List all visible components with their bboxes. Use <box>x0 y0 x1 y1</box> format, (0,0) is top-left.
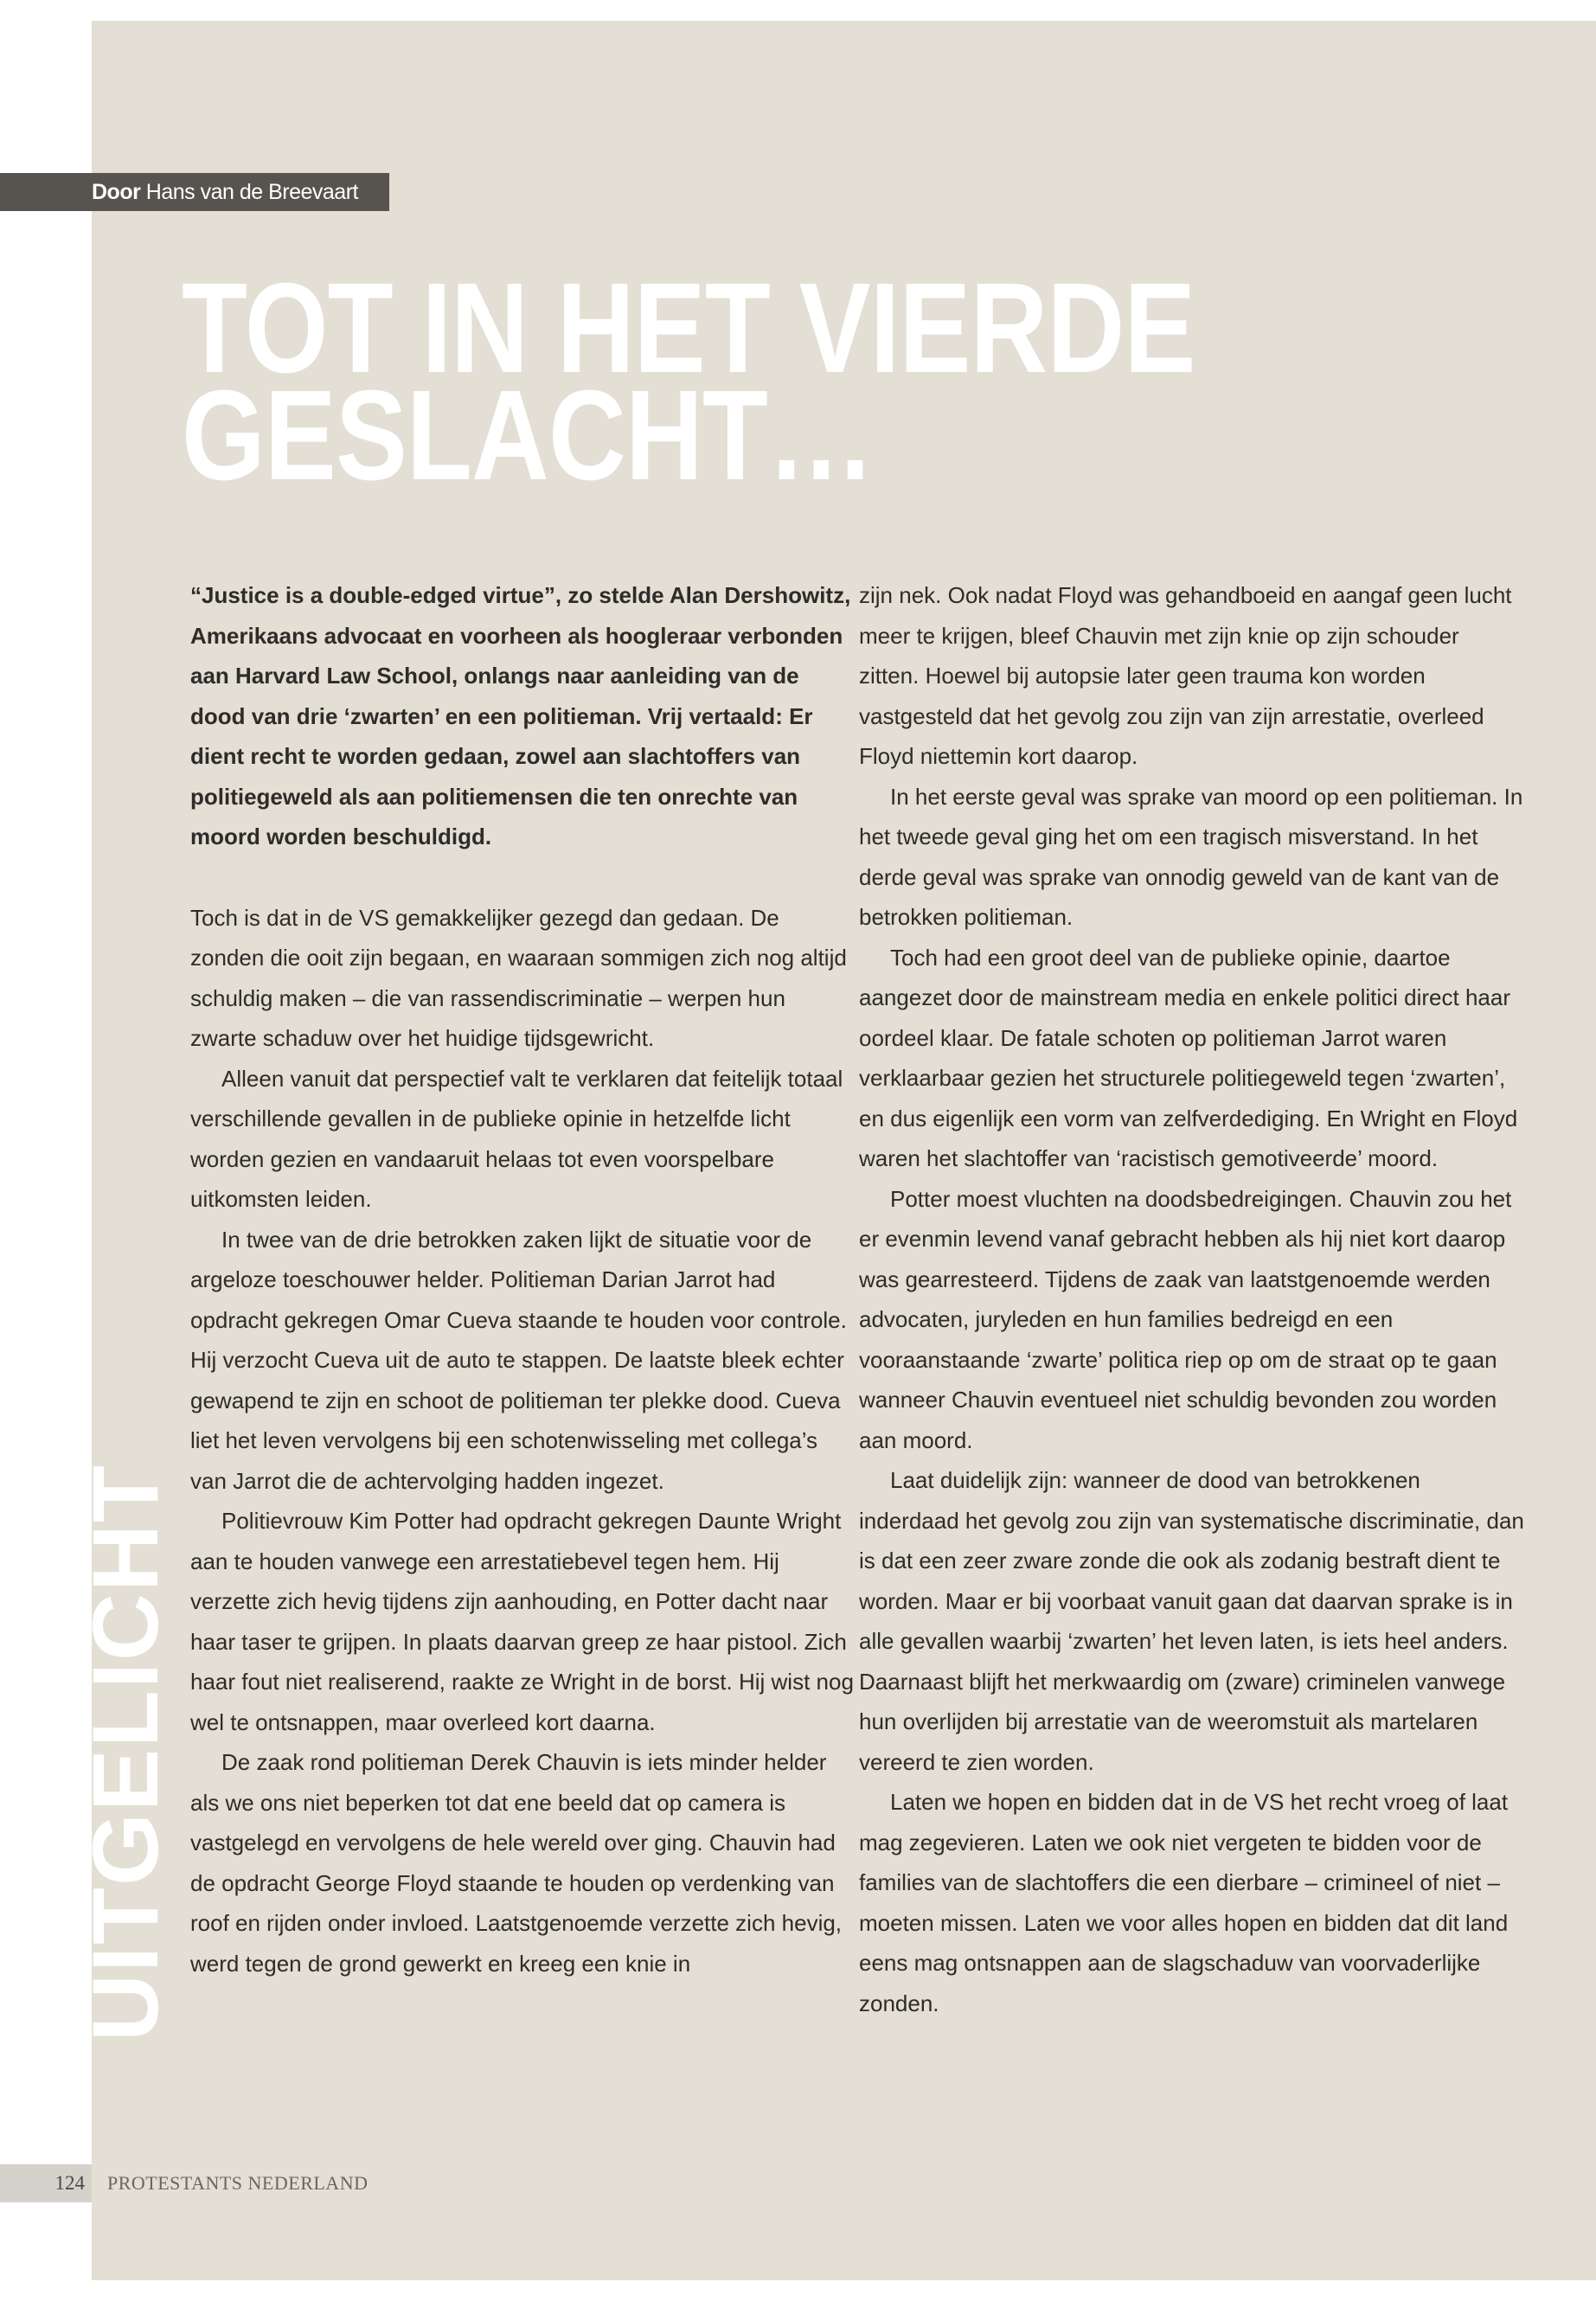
article-intro: “Justice is a double-edged virtue”, zo stelde Alan Dershowitz, Amerikaans advocaat en voorheen als hoogleraar verbonden aan Harvard Law School, onlangs naar aanleiding van de dood van drie ‘zwarten’ en een politieman. Vrij vertaald: Er dient recht te worden gedaan, zowel aan slachtoffers van politiegeweld als aan politiemensen die ten onrechte van moord worden beschuldigd. <box>190 582 851 849</box>
section-label: UITGELICHT <box>73 1464 177 2041</box>
byline-lead: Door <box>92 180 141 204</box>
article-paragraph: Alleen vanuit dat perspectief valt te verklaren dat feitelijk totaal verschillende gevallen in de publieke opinie in hetzelfde licht worden gezien en vandaaruit helaas tot even voorspelbare uitkomsten leiden. <box>190 1065 843 1212</box>
article-title <box>182 257 1199 507</box>
article-paragraph: Laat duidelijk zijn: wanneer de dood van betrokkenen inderdaad het gevolg zou zijn van systematische discriminatie, dan is dat een zeer zware zonde die ook als zodanig bestraft dient te worden. Maar er bij voorbaat vanuit gaan dat daarvan sprake is in alle gevallen waarbij ‘zwarten’ het leven laten, is iets heel anders. Daarnaast blijft het merkwaardig om (zware) criminelen vanwege hun overlijden bij arrestatie van de weeromstuit als martelaren vereerd te zien worden. <box>859 1467 1524 1775</box>
article-paragraph-continued: zijn nek. Ook nadat Floyd was gehandboeid en aangaf geen lucht meer te krijgen, bleef Chauvin met zijn knie op zijn schouder zitten. Hoewel bij autopsie later geen trauma kon worden vastgesteld dat het gevolg zou zijn van zijn arrestatie, overleed Floyd niettemin kort daarop. <box>859 582 1512 769</box>
article-paragraph: In het eerste geval was sprake van moord op een politieman. In het tweede geval ging het om een tragisch misverstand. In het derde geval was sprake van onnodig geweld van de kant van de betrokken politieman. <box>859 783 1523 930</box>
article-paragraph: Laten we hopen en bidden dat in de VS het recht vroeg of laat mag zegevieren. Laten we ook niet vergeten te bidden voor de families van de slachtoffers die een dierbare – crimineel of niet – moeten missen. Laten we voor alles hopen en bidden dat dit land eens mag ontsnappen aan de slagschaduw van voorvaderlijke zonden. <box>859 1789 1509 2016</box>
byline-author: Hans van de Breevaart <box>145 180 358 204</box>
article-title-line-1: TOT IN HET VIERDE <box>182 257 1195 400</box>
byline <box>0 173 389 211</box>
article-paragraph: Toch is dat in de VS gemakkelijker gezegd dan gedaan. De zonden die ooit zijn begaan, en waaraan sommigen zich nog altijd schuldig maken – die van rassendiscriminatie – werpen hun zwarte schaduw over het huidige tijdsgewricht. <box>190 904 847 1051</box>
article-title-line-2: GESLACHT… <box>182 364 875 507</box>
article-paragraph: In twee van de drie betrokken zaken lijkt de situatie voor de argeloze toeschouwer helder. Politieman Darian Jarrot had opdracht gekregen Omar Cueva staande te houden voor controle. Hij verzocht Cueva uit de auto te stappen. De laatste bleek echter gewapend te zijn en schoot de politieman ter plekke dood. Cueva liet het leven vervolgens bij een schotenwisseling met collega’s van Jarrot die de achtervolging hadden ingezet. <box>190 1226 847 1494</box>
publication-name: PROTESTANTS NEDERLAND <box>107 2172 369 2194</box>
article-paragraph: Toch had een groot deel van de publieke opinie, daartoe aangezet door de mainstream media en enkele politici direct haar oordeel klaar. De fatale schoten op politieman Jarrot waren verklaarbaar gezien het structurele politiegeweld tegen ‘zwarten’, en dus eigenlijk een vorm van zelfverdediging. En Wright en Floyd waren het slachtoffer van ‘racistisch gemotiveerde’ moord. <box>859 944 1518 1171</box>
article-column-left <box>190 575 856 1984</box>
article-column-right <box>859 575 1525 2023</box>
article-paragraph: Potter moest vluchten na doodsbedreigingen. Chauvin zou het er evenmin levend vanaf gebracht hebben als hij niet kort daarop was gearresteerd. Tijdens de zaak van laatstgenoemde werden advocaten, juryleden en hun families bedreigd en een vooraanstaande ‘zwarte’ politica riep op om de straat op te gaan wanneer Chauvin eventueel niet schuldig bevonden zou worden aan moord. <box>859 1185 1512 1453</box>
article-paragraph-split: De zaak rond politieman Derek Chauvin is iets minder helder als we ons niet beperken tot dat ene beeld dat op camera is vastgelegd en vervolgens de hele wereld over ging. Chauvin had de opdracht George Floyd staande te houden op verdenking van roof en rijden onder invloed. Laatstgenoemde verzette zich hevig, werd tegen de grond gewerkt en kreeg een knie in <box>190 1749 843 1977</box>
article-paragraph: Politievrouw Kim Potter had opdracht gekregen Daunte Wright aan te houden vanwege een arrestatiebevel tegen hem. Hij verzette zich hevig tijdens zijn aanhouding, en Potter dacht naar haar taser te grijpen. In plaats daarvan greep ze haar pistool. Zich haar fout niet realiserend, raakte ze Wright in de borst. Hij wist nog wel te ontsnappen, maar overleed kort daarna. <box>190 1508 854 1735</box>
page-number: 124 <box>0 2164 92 2202</box>
